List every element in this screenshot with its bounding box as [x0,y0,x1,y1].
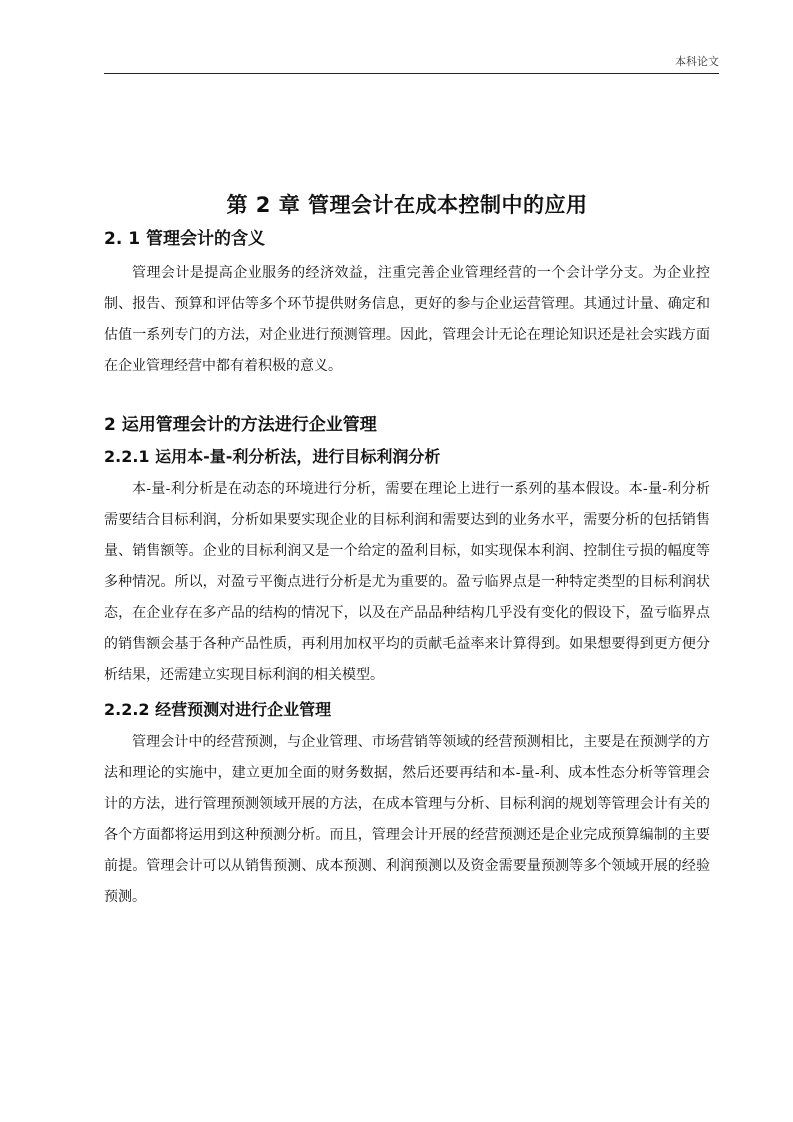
section-heading-2-2-2: 2.2.2 经营预测对进行企业管理 [104,700,332,719]
section-paragraph-2-1: 管理会计是提高企业服务的经济效益，注重完善企业管理经营的一个会计学分支。为企业控制、报告、预算和评估等多个环节提供财务信息，更好的参与企业运营管理。其通过计量、确定和估值一系列专门的方法，对企业进行预测管理。因此，管理会计无论在理论知识还是社会实践方面在企业管理经营中都有着积极的意义。 [104,265,710,374]
section-heading-2-2-1: 2.2.1 运用本-量-利分析法，进行目标利润分析 [104,447,441,466]
section-paragraph-2-2-2: 管理会计中的经营预测，与企业管理、市场营销等领域的经营预测相比，主要是在预测学的方法和理论的实施中，建立更加全面的财务数据，然后还要再结和本-量-利、成本性态分析等管理会计的方法，进行管理预测领域开展的方法，在成本管理与分析、目标利润的规划等管理会计有关的各个方面都将运用到这种预测分析。而且，管理会计开展的经营预测还是企业完成预算编制的主要前提。管理会计可以从销售预测、成本预测、利润预测以及资金需要量预测等多个领域开展的经验预测。 [104,734,710,905]
section-paragraph-2-2-1: 本-量-利分析是在动态的环境进行分析，需要在理论上进行一系列的基本假设。本-量-利分析需要结合目标利润，分析如果要实现企业的目标利润和需要达到的业务水平，需要分析的包括销售量、销售额等。企业的目标利润又是一个给定的盈利目标，如实现保本利润、控制住亏损的幅度等多种情况。所以，对盈亏平衡点进行分析是尤为重要的。盈亏临界点是一种特定类型的目标利润状态，在企业存在多产品的结构的情况下，以及在产品品种结构几乎没有变化的假设下，盈亏临界点的销售额会基于各种产品性质，再利用加权平均的贡献毛益率来计算得到。如果想要得到更方便分析结果，还需建立实现目标利润的相关模型。 [104,481,710,683]
page-content [104,190,710,913]
page-header [104,55,719,74]
spacer [104,382,710,412]
chapter-title: 第 2 章 管理会计在成本控制中的应用 [226,193,588,217]
header-label: 本科论文 [675,55,719,68]
section-heading-2-1: 2. 1 管理会计的含义 [104,229,265,249]
section-heading-2-2: 2 运用管理会计的方法进行企业管理 [104,415,377,435]
